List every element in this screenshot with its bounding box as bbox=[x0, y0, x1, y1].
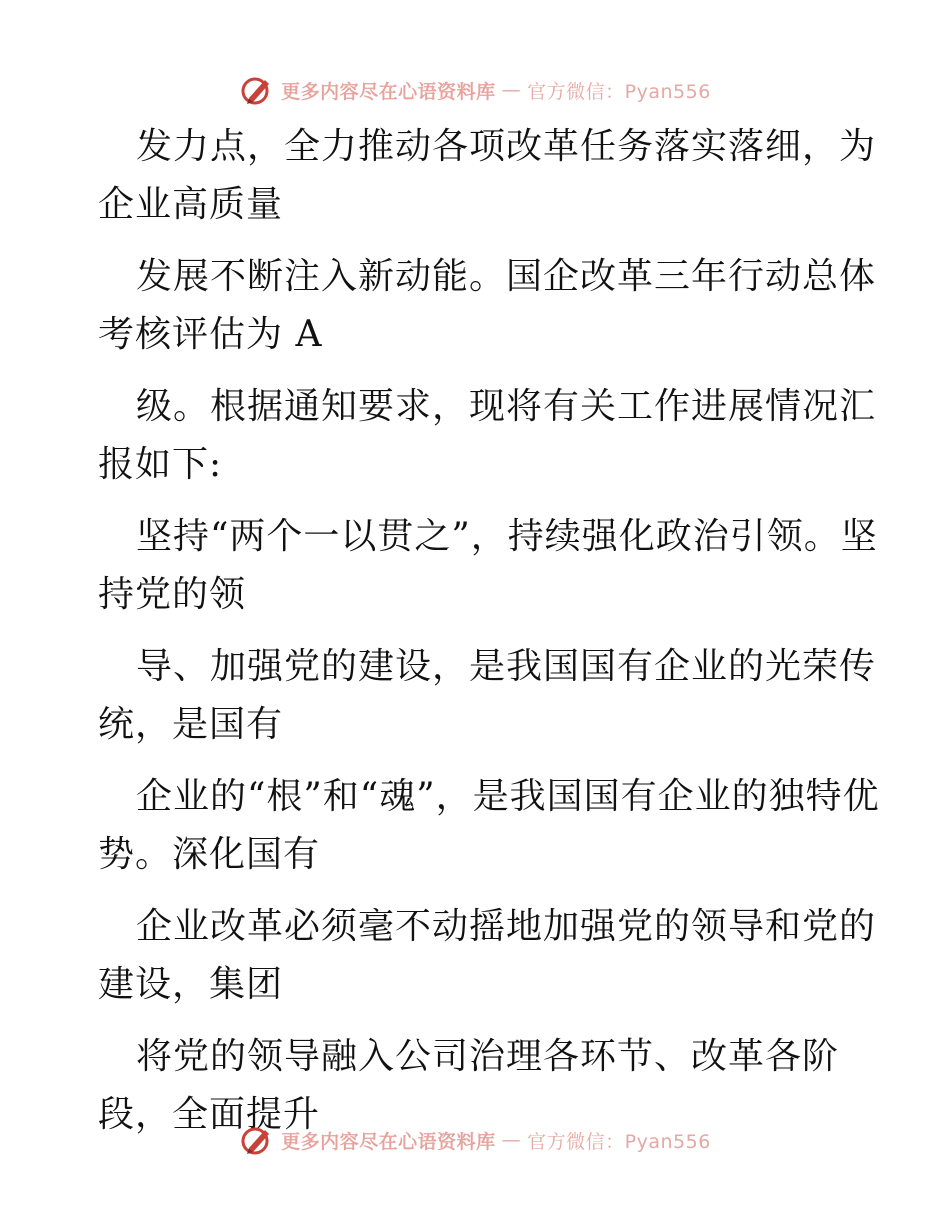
paragraph: 企业改革必须毫不动摇地加强党的领导和党的建设，集团 bbox=[98, 906, 877, 1005]
watermark-main-text: 更多内容尽在心语资料库 bbox=[281, 80, 496, 103]
paragraph: 级。根据通知要求，现将有关工作进展情况汇报如下: bbox=[98, 386, 877, 485]
watermark-main-text: 更多内容尽在心语资料库 bbox=[281, 1130, 496, 1153]
watermark-wechat-text: 官方微信：Pyan556 bbox=[527, 1130, 711, 1153]
pen-logo-icon bbox=[239, 72, 275, 108]
header-watermark bbox=[0, 70, 950, 110]
watermark-dash: — bbox=[501, 1129, 522, 1151]
footer-watermark bbox=[0, 1120, 950, 1160]
document-body bbox=[98, 118, 888, 1158]
paragraph: 将党的领导融入公司治理各环节、改革各阶段，全面提升 bbox=[98, 1036, 840, 1135]
paragraph: 发展不断注入新动能。国企改革三年行动总体考核评估为 A bbox=[98, 256, 877, 355]
watermark-wechat-text: 官方微信：Pyan556 bbox=[527, 80, 711, 103]
pen-logo-icon bbox=[239, 1122, 275, 1158]
paragraph: 坚持“两个一以贯之”，持续强化政治引领。坚持党的领 bbox=[98, 516, 878, 615]
paragraph: 发力点，全力推动各项改革任务落实落细，为企业高质量 bbox=[98, 126, 877, 225]
paragraph: 导、加强党的建设，是我国国有企业的光荣传统，是国有 bbox=[98, 646, 877, 745]
watermark-dash: — bbox=[501, 79, 522, 101]
paragraph: 企业的“根”和“魂”，是我国国有企业的独特优势。深化国有 bbox=[98, 776, 880, 875]
